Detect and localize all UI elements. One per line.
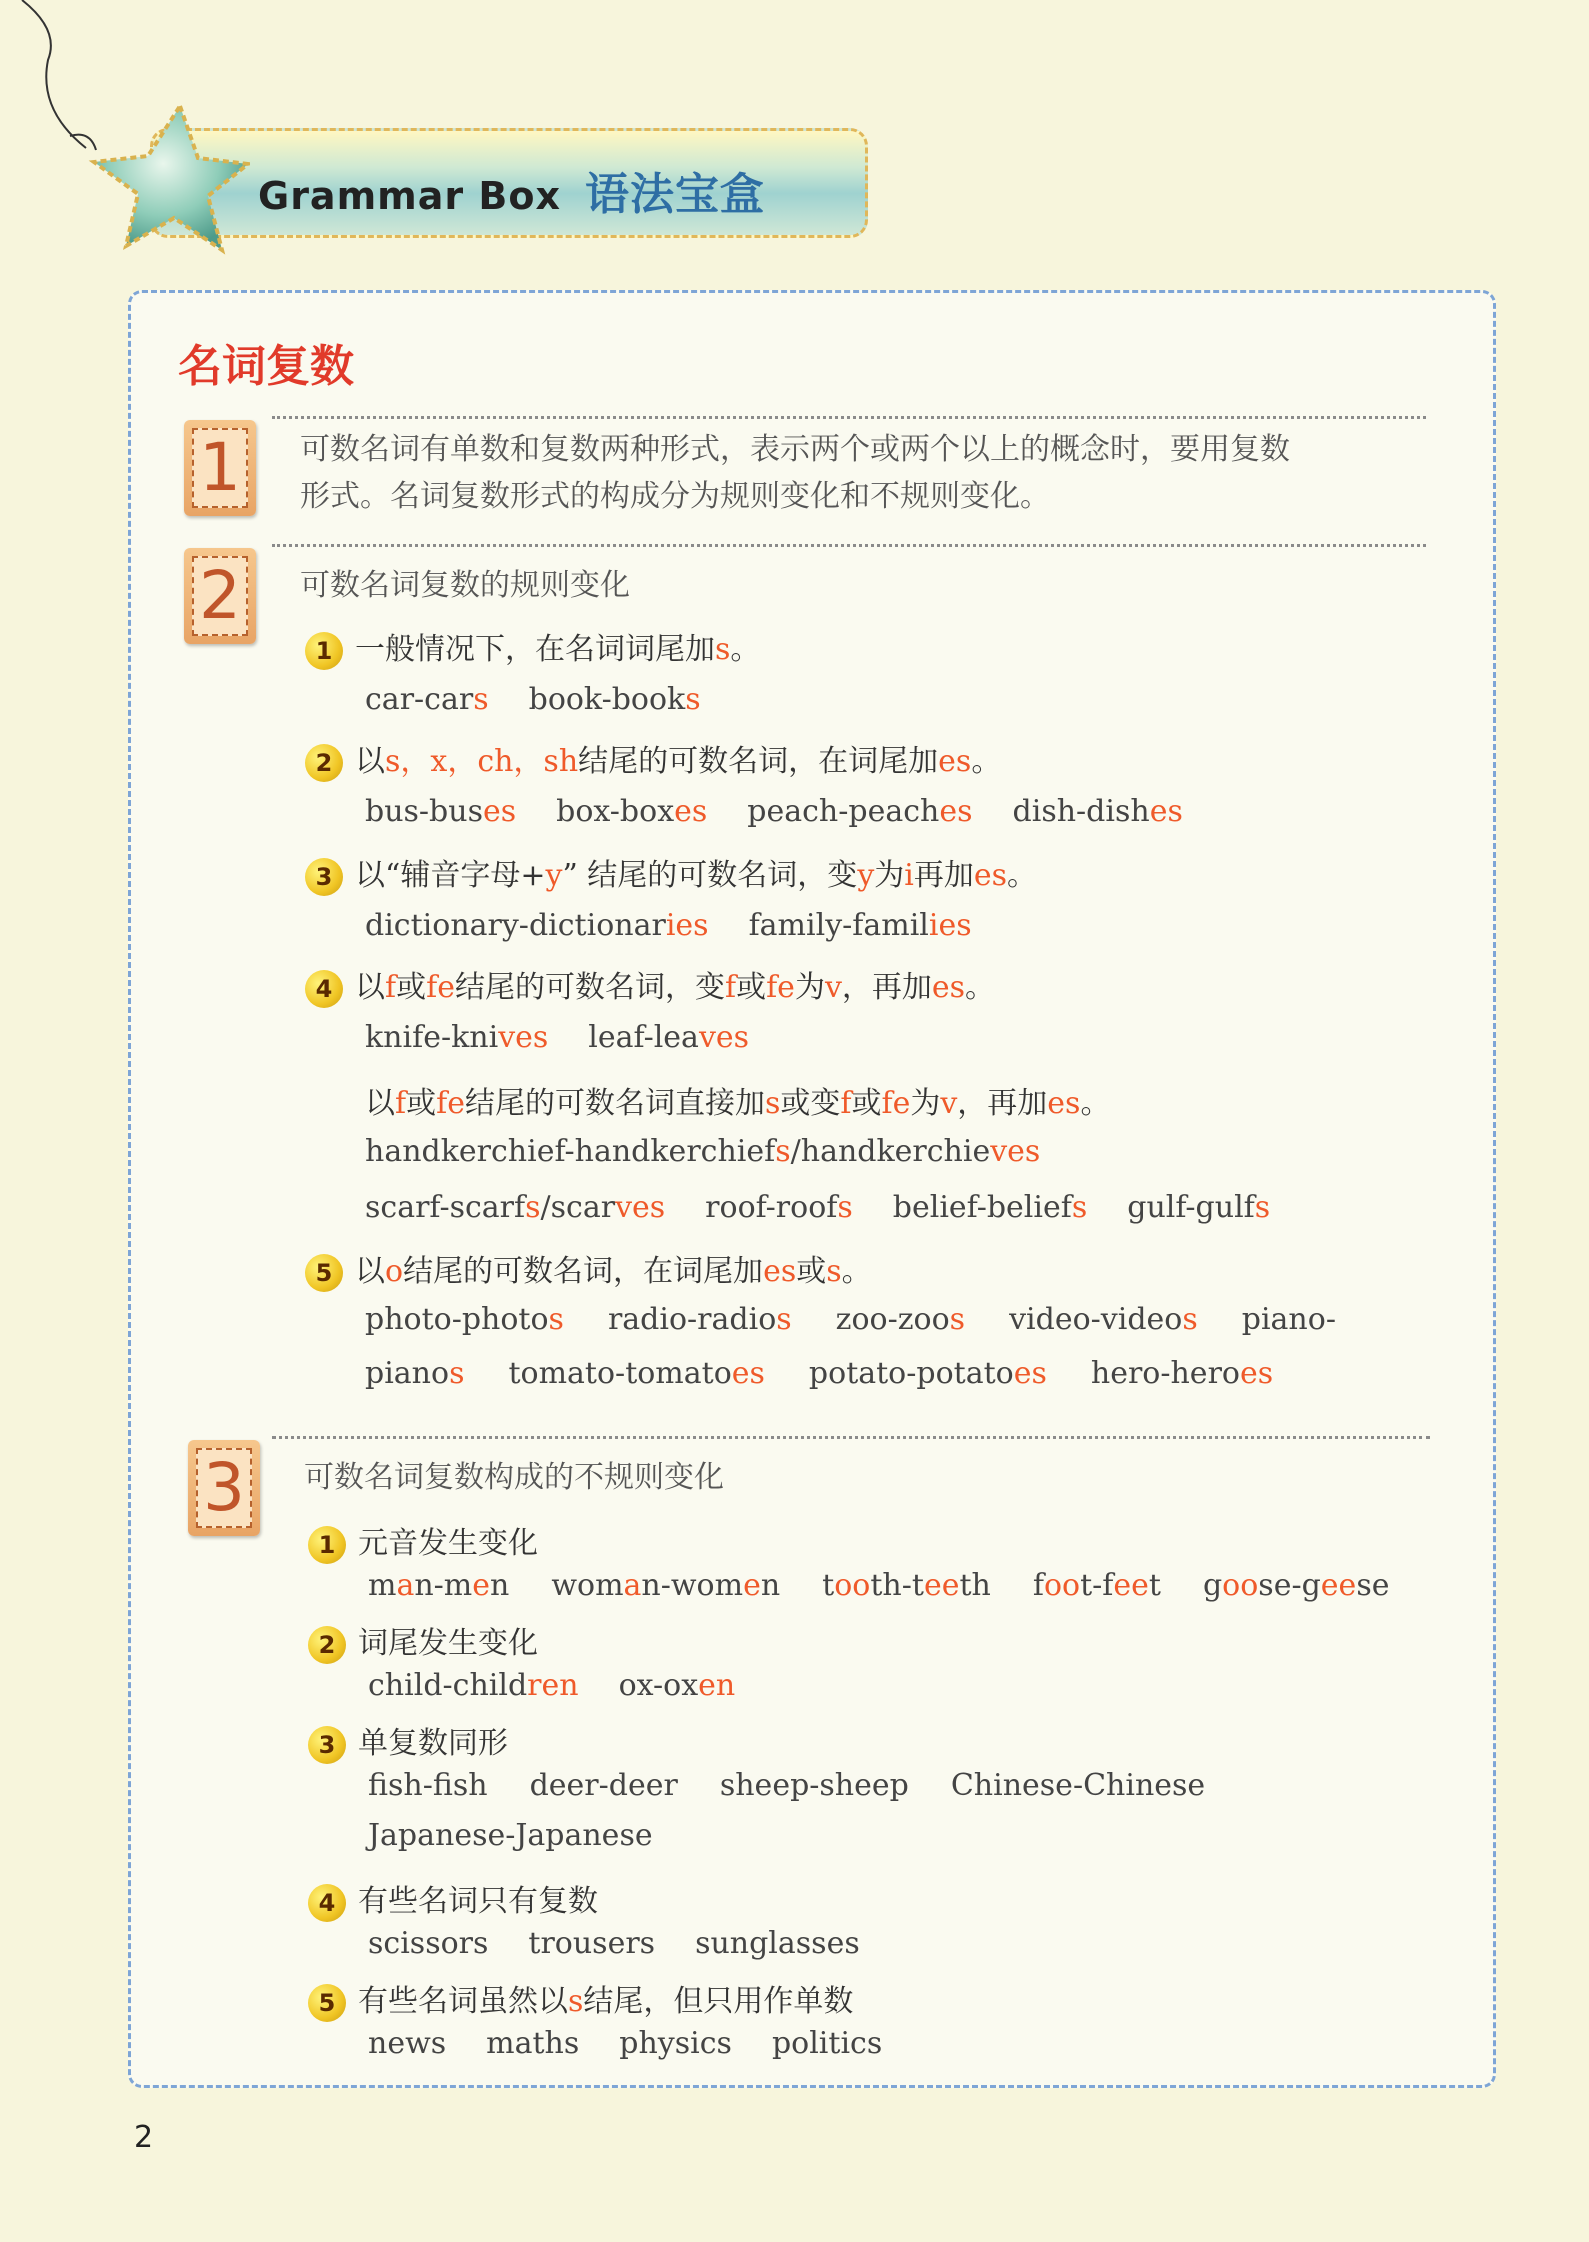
highlighted-suffix: es (763, 1254, 797, 1289)
rule-number-badge: 5 (308, 1984, 346, 2022)
section-1-line: 形式。名词复数形式的构成分为规则变化和不规则变化。 (300, 479, 1050, 514)
text-segment: scissors (368, 1926, 489, 1961)
text-segment: 为 (910, 1086, 941, 1121)
text-segment: 或 (851, 1086, 882, 1121)
highlighted-suffix: es (731, 1356, 765, 1391)
rule-number-badge: 4 (308, 1884, 346, 1922)
section-divider (272, 1436, 1430, 1439)
section-number-badge (184, 420, 256, 516)
page-title: 名词复数 (178, 341, 354, 392)
text-segment: deer-deer (529, 1768, 678, 1803)
text-segment: dish-dish (1012, 794, 1150, 829)
rule-number-badge: 3 (305, 858, 343, 896)
highlighted-suffix: ies (665, 908, 709, 943)
text-segment: roof-roof (705, 1190, 838, 1225)
text-segment: 结尾的可数名词直接加 (464, 1086, 765, 1121)
example-word (1013, 794, 1183, 829)
text-segment: 或 (736, 970, 767, 1005)
text-segment: 词尾发生变化 (358, 1626, 538, 1661)
text-segment: bus-bus (365, 794, 483, 829)
text-segment: 。 (1007, 858, 1038, 893)
highlighted-suffix: es (973, 858, 1008, 893)
text-segment: 结尾的可数名词，在词尾加 (403, 1254, 764, 1289)
highlighted-suffix: ee (1113, 1568, 1149, 1603)
highlighted-suffix: es (1239, 1356, 1274, 1391)
highlighted-suffix: es (938, 744, 972, 779)
section-divider (272, 416, 1426, 419)
example-line (368, 1818, 693, 1853)
highlighted-suffix: oo (834, 1568, 871, 1603)
example-line (365, 1020, 789, 1055)
rule-number-badge: 4 (305, 970, 343, 1008)
highlighted-suffix: s (449, 1356, 465, 1391)
example-line (368, 2026, 922, 2061)
text-segment: 以 (355, 970, 385, 1005)
text-segment: m (368, 1568, 397, 1603)
text-segment: 或 (796, 1254, 827, 1289)
example-word (608, 1302, 792, 1337)
example-word (368, 1568, 509, 1603)
text-segment: 一般情况下，在名词词尾加 (355, 632, 715, 667)
highlighted-suffix: es (1047, 1086, 1081, 1121)
text-segment: 以“辅音字母+ (355, 858, 546, 893)
example-word (695, 1926, 860, 1961)
example-line (365, 908, 1012, 943)
text-segment: 元音发生变化 (358, 1526, 538, 1561)
text-segment: child-child (368, 1668, 528, 1703)
example-word (486, 2026, 579, 2061)
example-word (1127, 1190, 1270, 1225)
highlighted-suffix: a (396, 1568, 415, 1603)
banner-title-cn: 语法宝盒 (584, 169, 765, 220)
text-segment: news (368, 2026, 447, 2061)
text-segment: leaf-lea (588, 1020, 699, 1055)
section-number: 1 (192, 428, 248, 508)
rule-line (305, 962, 995, 1008)
text-segment: 有些名词虽然以 (358, 1984, 568, 2019)
section-number: 3 (196, 1448, 252, 1528)
highlighted-suffix: a (623, 1568, 642, 1603)
page-number: 2 (134, 2120, 154, 2155)
text-segment: f (1032, 1568, 1044, 1603)
highlighted-suffix: es (931, 970, 966, 1005)
text-segment: gulf-gulf (1127, 1190, 1255, 1225)
example-word (619, 1668, 736, 1703)
text-segment: fish-fish (368, 1768, 488, 1803)
example-word (365, 908, 709, 943)
text-segment: 单复数同形 (358, 1726, 508, 1761)
example-line (365, 1302, 1380, 1337)
text-segment: t-f (1080, 1568, 1114, 1603)
example-word (588, 1020, 749, 1055)
text-segment: 。 (971, 744, 1002, 779)
text-segment: n-wom (641, 1568, 744, 1603)
example-word (365, 1356, 464, 1391)
text-segment: photo-photo (365, 1302, 549, 1337)
example-word (365, 1190, 665, 1225)
example-word (809, 1356, 1047, 1391)
text-segment: n-m (414, 1568, 473, 1603)
rule-number-badge: 5 (305, 1254, 343, 1292)
example-word (893, 1190, 1087, 1225)
highlighted-suffix: f (395, 1086, 407, 1121)
text-segment: 。 (1080, 1086, 1111, 1121)
text-segment: zoo-zoo (835, 1302, 950, 1337)
highlighted-suffix: oo (1043, 1568, 1081, 1603)
highlighted-suffix: es (482, 794, 517, 829)
highlighted-suffix: s (548, 1302, 564, 1337)
text-segment: book-book (528, 682, 686, 717)
text-segment: th (959, 1568, 991, 1603)
highlighted-suffix: s (775, 1134, 791, 1169)
text-segment: 结尾的可数名词，变 (454, 970, 725, 1005)
example-word (365, 794, 516, 829)
text-segment: trousers (528, 1926, 656, 1961)
text-segment: scarf-scarf (365, 1190, 526, 1225)
highlighted-suffix: fe (881, 1086, 911, 1121)
text-segment: 以 (355, 1254, 385, 1289)
text-segment: 以 (355, 744, 385, 779)
example-word (551, 1568, 780, 1603)
highlighted-suffix: s (837, 1190, 853, 1225)
highlighted-suffix: es (939, 794, 973, 829)
text-segment: Chinese-Chinese (950, 1768, 1206, 1803)
highlighted-suffix: e (743, 1568, 761, 1603)
example-word (530, 1768, 678, 1803)
example-word (368, 1768, 488, 1803)
text-segment: physics (619, 2026, 732, 2061)
rule-line (308, 1718, 508, 1764)
example-word (365, 1020, 548, 1055)
text-segment: knife-kni (365, 1020, 499, 1055)
text-segment: 有些名词只有复数 (358, 1884, 598, 1919)
example-word (1009, 1302, 1198, 1337)
rule-line (308, 1618, 538, 1664)
highlighted-suffix: y (545, 858, 563, 893)
rule-number-badge: 2 (308, 1626, 346, 1664)
text-segment: n (490, 1568, 510, 1603)
highlighted-suffix: s (776, 1302, 792, 1337)
text-segment: 为 (794, 970, 825, 1005)
text-segment: handkerchief-handkerchief (365, 1134, 776, 1169)
section-divider (272, 544, 1426, 547)
highlighted-suffix: ves (498, 1020, 549, 1055)
rule-line (305, 624, 760, 670)
highlighted-suffix: s (473, 682, 489, 717)
rule-note (365, 1078, 1110, 1122)
rule-line (308, 1976, 853, 2022)
rule-number-badge: 1 (305, 632, 343, 670)
text-segment: 。 (965, 970, 996, 1005)
example-line (365, 1134, 1080, 1169)
text-segment: potato-potato (808, 1356, 1014, 1391)
content-box (128, 290, 1496, 2088)
example-word (365, 1134, 1040, 1169)
text-segment: 结尾的可数名词，在词尾加 (578, 744, 939, 779)
example-word (508, 1356, 764, 1391)
text-segment: ox-ox (618, 1668, 699, 1703)
text-segment: peach-peach (747, 794, 940, 829)
text-segment: wom (551, 1568, 624, 1603)
text-segment: ，再加 (957, 1086, 1048, 1121)
example-line (365, 794, 1223, 829)
example-word (747, 794, 972, 829)
text-segment: 为 (874, 858, 905, 893)
text-segment: ” 结尾的可数名词，变 (562, 858, 858, 893)
text-segment: 或 (406, 1086, 437, 1121)
highlighted-suffix: s，x，ch，sh (385, 744, 579, 779)
text-segment: video-video (1009, 1302, 1183, 1337)
section-1-text (300, 426, 1290, 520)
highlighted-suffix: f (840, 1086, 852, 1121)
section-3-heading: 可数名词复数构成的不规则变化 (304, 1460, 724, 1495)
highlighted-suffix: es (674, 794, 708, 829)
highlighted-suffix: i (904, 858, 914, 893)
rule-line (308, 1518, 538, 1564)
text-segment: Japanese-Japanese (368, 1818, 653, 1853)
text-segment: dictionary-dictionar (365, 908, 666, 943)
example-word (836, 1302, 965, 1337)
highlighted-suffix: ies (928, 908, 972, 943)
rule-line (305, 736, 1001, 782)
example-word (951, 1768, 1205, 1803)
star-icon (70, 100, 250, 260)
example-word (1203, 1568, 1390, 1603)
highlighted-suffix: s (764, 1086, 781, 1121)
highlighted-suffix: ee (1320, 1568, 1357, 1603)
text-segment: 或变 (780, 1086, 841, 1121)
highlighted-suffix: ves (990, 1134, 1041, 1169)
text-segment: box-box (556, 794, 675, 829)
highlighted-suffix: s (685, 682, 701, 717)
highlighted-suffix: s (949, 1302, 966, 1337)
highlighted-suffix: ves (698, 1020, 750, 1055)
highlighted-suffix: s (826, 1254, 842, 1289)
text-segment: ，再加 (841, 970, 932, 1005)
example-word (772, 2026, 882, 2061)
highlighted-suffix: s (525, 1190, 541, 1225)
highlighted-suffix: oo (1222, 1568, 1259, 1603)
example-word (368, 2026, 446, 2061)
highlighted-suffix: fe (766, 970, 795, 1005)
rule-line (308, 1876, 598, 1922)
text-segment: /handkerchie (790, 1134, 991, 1169)
highlighted-suffix: fe (426, 970, 455, 1005)
text-segment: n (760, 1568, 781, 1603)
text-segment: belief-belief (892, 1190, 1072, 1225)
text-segment: g (1202, 1568, 1223, 1603)
rule-number-badge: 2 (305, 744, 343, 782)
example-word (619, 2026, 732, 2061)
banner-title (258, 158, 765, 222)
highlighted-suffix: y (857, 858, 875, 893)
text-segment: radio-radio (607, 1302, 777, 1337)
rule-number-badge: 3 (308, 1726, 346, 1764)
highlighted-suffix: ren (527, 1668, 579, 1703)
text-segment: tomato-tomato (508, 1356, 732, 1391)
example-word (556, 794, 707, 829)
rule-line (305, 850, 1037, 896)
highlighted-suffix: s (715, 632, 731, 667)
highlighted-suffix: s (1254, 1190, 1271, 1225)
example-word (822, 1568, 991, 1603)
example-word (365, 1302, 564, 1337)
example-line (368, 1926, 900, 1961)
example-word (368, 1926, 488, 1961)
text-segment: 结尾，但只用作单数 (583, 1984, 854, 2019)
text-segment: politics (771, 2026, 883, 2061)
example-line (368, 1768, 1247, 1803)
rule-number-badge: 1 (308, 1526, 346, 1564)
highlighted-suffix: s (1071, 1190, 1088, 1225)
text-segment: hero-hero (1090, 1356, 1240, 1391)
example-line (365, 1190, 1310, 1225)
section-2-heading: 可数名词复数的规则变化 (300, 568, 630, 603)
example-word (749, 908, 972, 943)
text-segment: 。 (841, 1254, 872, 1289)
text-segment: se (1356, 1568, 1390, 1603)
example-line (365, 1356, 1317, 1391)
highlighted-suffix: es (1149, 794, 1183, 829)
text-segment: piano (365, 1356, 450, 1391)
text-segment: family-famil (748, 908, 929, 943)
highlighted-suffix: es (1013, 1356, 1047, 1391)
text-segment: car-car (365, 682, 474, 717)
highlighted-suffix: e (472, 1568, 491, 1603)
example-word (1242, 1302, 1336, 1337)
section-number: 2 (192, 556, 248, 636)
text-segment: 或 (396, 970, 427, 1005)
example-word (529, 682, 701, 717)
text-segment: 再加 (913, 858, 974, 893)
highlighted-suffix: s (1182, 1302, 1198, 1337)
text-segment: 以 (365, 1086, 395, 1121)
text-segment: th-t (870, 1568, 924, 1603)
text-segment: t (822, 1568, 835, 1603)
example-word (528, 1926, 655, 1961)
highlighted-suffix: ee (923, 1568, 960, 1603)
example-word (368, 1668, 579, 1703)
highlighted-suffix: fe (436, 1086, 465, 1121)
highlighted-suffix: f (724, 970, 737, 1005)
section-number-badge (188, 1440, 260, 1536)
rule-line (305, 1246, 872, 1292)
text-segment: se-g (1258, 1568, 1321, 1603)
highlighted-suffix: v (940, 1086, 958, 1121)
example-word (1091, 1356, 1273, 1391)
text-segment: t (1148, 1568, 1161, 1603)
example-word (705, 1190, 853, 1225)
highlighted-suffix: f (385, 970, 397, 1005)
highlighted-suffix: o (385, 1254, 404, 1289)
example-word (368, 1818, 653, 1853)
example-word (365, 682, 489, 717)
highlighted-suffix: s (568, 1984, 584, 2019)
text-segment: sunglasses (695, 1926, 860, 1961)
example-word (1033, 1568, 1161, 1603)
text-segment: sheep-sheep (719, 1768, 909, 1803)
text-segment: /scar (540, 1190, 616, 1225)
banner-title-en: Grammar Box (258, 174, 561, 218)
highlighted-suffix: v (824, 970, 842, 1005)
example-line (368, 1568, 1431, 1603)
highlighted-suffix: en (698, 1668, 736, 1703)
example-word (720, 1768, 909, 1803)
highlighted-suffix: ves (615, 1190, 666, 1225)
text-segment: piano- (1241, 1302, 1336, 1337)
example-line (368, 1668, 775, 1703)
section-number-badge (184, 548, 256, 644)
text-segment: 。 (730, 632, 761, 667)
text-segment: maths (486, 2026, 580, 2061)
example-line (365, 682, 741, 717)
section-1-line: 可数名词有单数和复数两种形式，表示两个或两个以上的概念时，要用复数 (300, 432, 1290, 467)
